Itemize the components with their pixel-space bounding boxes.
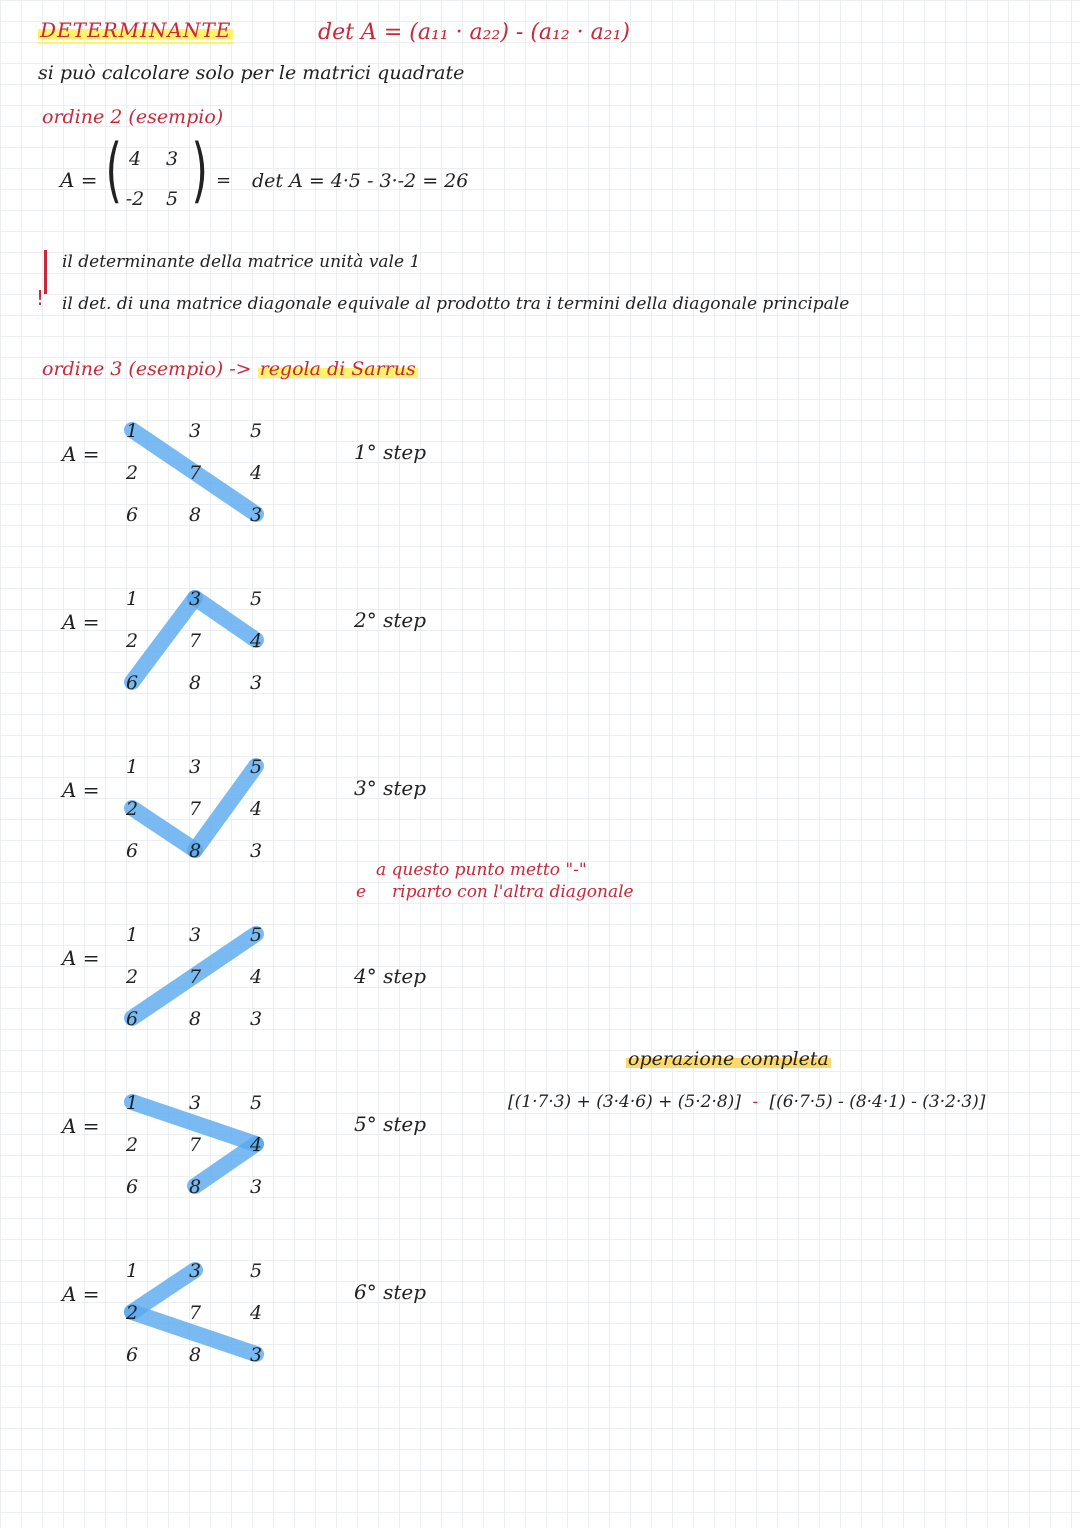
order3-entry: 7 (188, 462, 202, 484)
order3-entry: 3 (249, 672, 263, 694)
order3-entry: 3 (249, 1344, 263, 1366)
determinant-formula: det A = (a₁₁ · a₂₂) - (a₁₂ · a₂₁) (318, 20, 630, 45)
order3-entry: 4 (249, 798, 263, 820)
order3-entry: 2 (125, 798, 139, 820)
order3-entry: 7 (188, 798, 202, 820)
order3-matrix-label: A = (62, 442, 100, 466)
order2-entry: 4 (128, 148, 142, 170)
order3-entry: 3 (249, 840, 263, 862)
order2-heading: ordine 2 (esempio) (42, 106, 224, 128)
order3-entry: 4 (249, 1302, 263, 1324)
sarrus-note-line1: a questo punto metto "-" (376, 860, 587, 880)
order3-entry: 1 (125, 420, 139, 442)
step-label: 4° step (354, 964, 427, 988)
warning-icon: ! (36, 286, 45, 310)
order3-entry: 6 (125, 672, 139, 694)
order3-entry: 6 (125, 504, 139, 526)
order3-entry: 1 (125, 588, 139, 610)
order3-entry: 5 (249, 420, 263, 442)
step-label: 6° step (354, 1280, 427, 1304)
order3-matrix-label: A = (62, 610, 100, 634)
operation-expression (508, 1092, 985, 1112)
order2-matrix-label: A = (60, 168, 98, 192)
order3-entry: 8 (188, 1008, 202, 1030)
order3-entry: 5 (249, 1092, 263, 1114)
order3-entry: 2 (125, 1134, 139, 1156)
order3-entry: 1 (125, 1260, 139, 1282)
order3-entry: 3 (188, 924, 202, 946)
order3-entry: 1 (125, 756, 139, 778)
order3-entry: 3 (188, 1260, 202, 1282)
operation-title-text: operazione completa (628, 1048, 829, 1070)
order3-entry: 3 (249, 1008, 263, 1030)
order3-entry: 4 (249, 966, 263, 988)
order3-entry: 1 (125, 1092, 139, 1114)
order3-entry: 7 (188, 1134, 202, 1156)
order2-right-paren: ) (191, 129, 208, 211)
step-label: 1° step (354, 440, 427, 464)
order2-equals: = (216, 170, 232, 191)
order3-entry: 8 (188, 1176, 202, 1198)
order3-entry: 3 (188, 588, 202, 610)
order3-matrix-label: A = (62, 778, 100, 802)
order3-entry: 8 (188, 504, 202, 526)
order3-entry: 2 (125, 630, 139, 652)
order3-entry: 7 (188, 630, 202, 652)
order3-entry: 2 (125, 1302, 139, 1324)
order3-entry: 5 (249, 588, 263, 610)
order3-entry: 3 (188, 1092, 202, 1114)
sarrus-rule: regola di Sarrus (259, 358, 416, 380)
operation-title (626, 1048, 831, 1070)
order2-entry: 3 (165, 148, 179, 170)
order3-entry: 4 (249, 1134, 263, 1156)
sarrus-note-prefix: e (356, 882, 367, 902)
order2-result: det A = 4·5 - 3·-2 = 26 (252, 170, 469, 192)
order3-matrix-label: A = (62, 1282, 100, 1306)
intro-text: si può calcolare solo per le matrici quadrate (38, 62, 465, 84)
operation-positive: [(1·7·3) + (3·4·6) + (5·2·8)] (508, 1092, 741, 1112)
order3-entry: 4 (249, 630, 263, 652)
operation-negative: [(6·7·5) - (8·4·1) - (3·2·3)] (769, 1092, 986, 1112)
order3-matrix-label: A = (62, 1114, 100, 1138)
order3-entry: 6 (125, 840, 139, 862)
note-diagonal: il det. di una matrice diagonale equivale al prodotto tra i termini della diagonale principale (62, 294, 850, 314)
note-identity: il determinante della matrice unità vale 1 (62, 252, 421, 272)
order3-entry: 2 (125, 966, 139, 988)
order3-entry: 5 (249, 1260, 263, 1282)
order3-entry: 8 (188, 840, 202, 862)
order3-entry: 3 (249, 504, 263, 526)
order3-entry: 5 (249, 756, 263, 778)
order3-entry: 3 (249, 1176, 263, 1198)
operation-minus: - (752, 1092, 759, 1112)
order3-matrix-label: A = (62, 946, 100, 970)
order2-entry: 5 (165, 188, 179, 210)
order3-entry: 4 (249, 462, 263, 484)
order2-left-paren: ( (105, 129, 122, 211)
order3-heading-text: ordine 3 (esempio) -> (42, 358, 252, 380)
order3-entry: 7 (188, 966, 202, 988)
order3-entry: 6 (125, 1344, 139, 1366)
order3-entry: 6 (125, 1176, 139, 1198)
step-label: 2° step (354, 608, 427, 632)
order3-entry: 7 (188, 1302, 202, 1324)
order2-entry: -2 (125, 188, 145, 210)
step-label: 5° step (354, 1112, 427, 1136)
sarrus-note-line2: riparto con l'altra diagonale (392, 882, 634, 902)
order3-heading (42, 358, 418, 380)
order3-entry: 8 (188, 672, 202, 694)
order3-entry: 3 (188, 420, 202, 442)
order3-entry: 1 (125, 924, 139, 946)
page-title: DETERMINANTE (40, 18, 232, 42)
order3-entry: 8 (188, 1344, 202, 1366)
order3-entry: 2 (125, 462, 139, 484)
order3-entry: 5 (249, 924, 263, 946)
order3-entry: 3 (188, 756, 202, 778)
order3-entry: 6 (125, 1008, 139, 1030)
step-label: 3° step (354, 776, 427, 800)
notes-bar (44, 250, 47, 294)
